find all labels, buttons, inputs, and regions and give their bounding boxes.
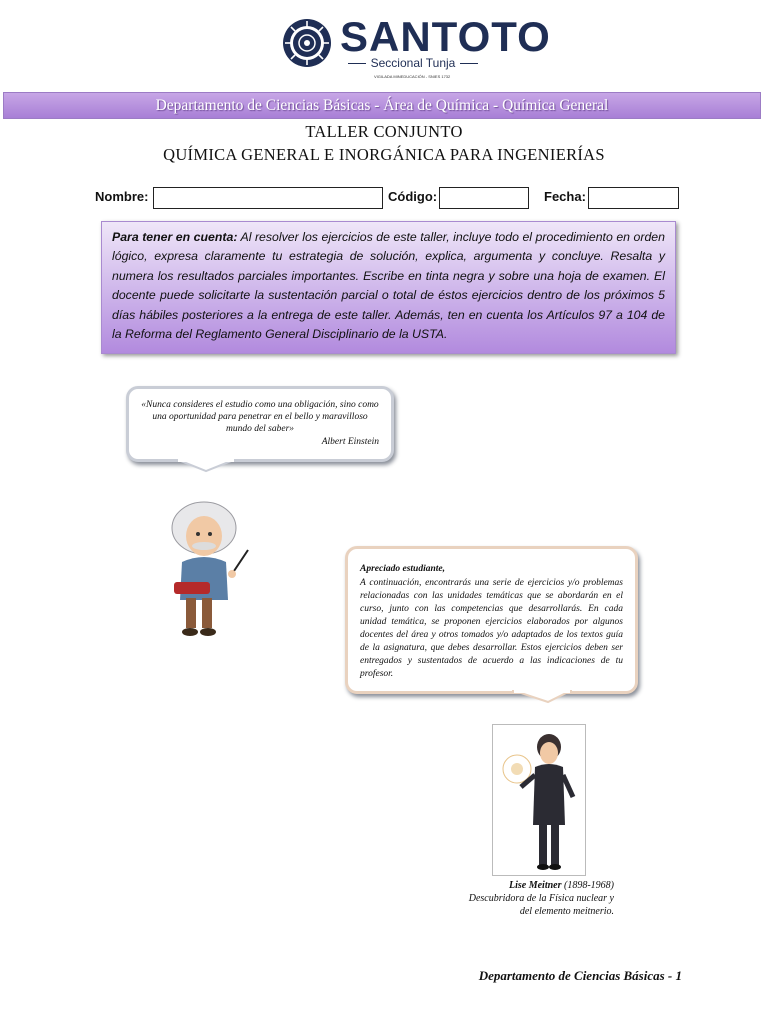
page-title: TALLER CONJUNTO [305,122,463,141]
caption-line3: del elemento meitnerio. [519,906,614,917]
instructions-note [101,221,676,354]
university-seal-icon [282,18,332,68]
student-letter-bubble [345,546,638,694]
name-label: Nombre: [95,189,149,204]
einstein-illustration-icon [160,490,252,640]
name-field[interactable] [153,187,383,209]
page-footer: Departamento de Ciencias Básicas - 1 [478,968,682,983]
page-subtitle: QUÍMICA GENERAL E INORGÁNICA PARA INGENIERÍAS [163,145,605,164]
caption-years: (1898-1968) [564,880,614,891]
meitner-portrait-frame [492,724,586,876]
brand-name: SANTOTO [340,13,551,60]
letter-bubble-tail [512,690,572,704]
date-label: Fecha: [544,189,586,204]
meitner-caption [440,879,614,918]
quote-bubble-tail [176,459,236,473]
department-banner: Departamento de Ciencias Básicas - Área de Química - Química General [3,92,761,119]
letter-greeting: Apreciado estudiante, [360,564,445,574]
note-lead: Para tener en cuenta: [112,230,238,244]
code-field[interactable] [439,187,529,209]
quote-author: Albert Einstein [321,437,379,447]
santoto-logo [282,13,551,80]
brand-tagline: VIGILADA MINEDUCACIÓN - SNIES 1732 [374,74,451,79]
brand-subtitle: Seccional Tunja [340,56,486,70]
quote-text: «Nunca consideres el estudio como una obligación, sino como una oportunidad para penetrar en el bello y maravilloso mundo del saber» [141,400,379,434]
letter-body: A continuación, encontrarás una serie de ejercicios y/o problemas relacionadas con las unidades temáticas que se abordarán en el curso, junto con las competencias que desarrollarás. En cada unidad temática, se proponen ejercicios elaborados por algunos docentes del área y otros tomados y/o adaptados de los textos guía de la asignatura, que debes desarrollar. Estos ejercicios deben ser entregados y sustentados de acuerdo a las indicaciones de tu profesor. [360,578,623,679]
quote-bubble [126,386,394,462]
meitner-illustration-icon [493,725,585,875]
code-label: Código: [388,189,438,204]
date-field[interactable] [588,187,679,209]
note-body: Al resolver los ejercicios de este taller, incluye todo el procedimiento en orden lógico, expresa claramente tu estrategia de solución, explica, argumenta y concluye. Resalta y numera los resultados parciales importantes. Escribe en tinta negra y sobre una hoja de examen. El docente puede solicitarte la sustentación parcial o total de éstos ejercicios dentro de los próximos 5 días hábiles posteriores a la entrega de este taller. Además, ten en cuenta los Artículos 97 a 104 de la Reforma del Reglamento General Disciplinario de la USTA. [112,230,665,342]
caption-name: Lise Meitner [509,880,562,891]
caption-line2: Descubridora de la Física nuclear y [468,893,614,904]
